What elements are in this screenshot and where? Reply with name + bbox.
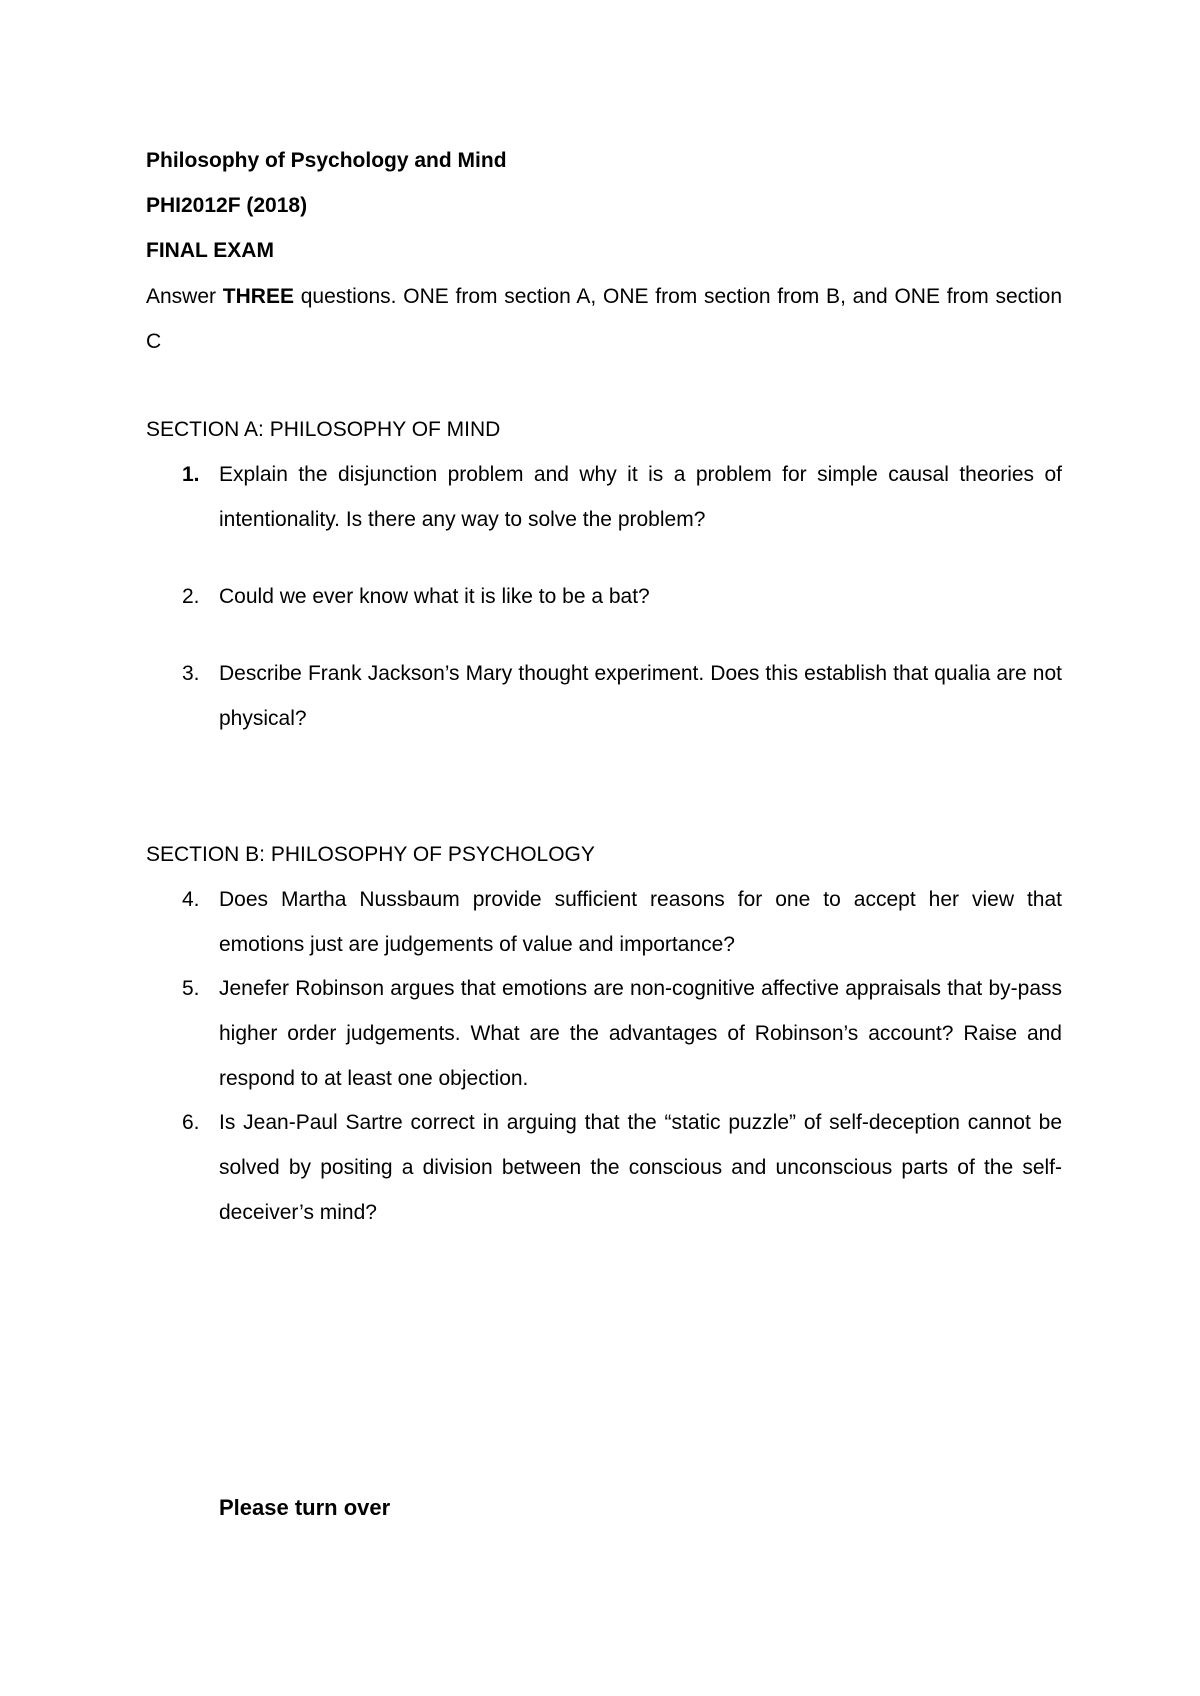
exam-type: FINAL EXAM	[146, 239, 274, 262]
question-text: Describe Frank Jackson’s Mary thought experiment. Does this establish that qualia are not physical?	[219, 662, 1062, 730]
question-number: 1.	[182, 463, 200, 486]
question-number: 3.	[182, 662, 200, 685]
question-number: 6.	[182, 1111, 200, 1134]
instructions	[146, 274, 1062, 364]
instructions-emphasis: THREE	[222, 285, 294, 308]
question-text: Is Jean-Paul Sartre correct in arguing that the “static puzzle” of self-deception cannot be solved by positing a division between the conscious and unconscious parts of the self-deceiver’s mind?	[219, 1111, 1062, 1224]
question-text: Does Martha Nussbaum provide sufficient reasons for one to accept her view that emotions just are judgements of value and importance?	[219, 888, 1062, 956]
question-text: Explain the disjunction problem and why it is a problem for simple causal theories of intentionality. Is there any way to solve the problem?	[219, 463, 1062, 531]
course-title: Philosophy of Psychology and Mind	[146, 149, 507, 172]
turn-over-note: Please turn over	[219, 1495, 391, 1520]
question-number: 4.	[182, 888, 200, 911]
question-number: 2.	[182, 585, 200, 608]
course-code: PHI2012F (2018)	[146, 194, 308, 217]
section-a-heading: SECTION A: PHILOSOPHY OF MIND	[146, 418, 501, 441]
question-text: Jenefer Robinson argues that emotions are non-cognitive affective appraisals that by-pass higher order judgements. What are the advantages of Robinson’s account? Raise and respond to at least one objection.	[219, 977, 1062, 1090]
instructions-suffix: questions. ONE from section A, ONE from section from B, and ONE from section C	[146, 285, 1063, 353]
question-text: Could we ever know what it is like to be a bat?	[219, 585, 650, 608]
section-b-heading: SECTION B: PHILOSOPHY OF PSYCHOLOGY	[146, 843, 595, 866]
instructions-prefix: Answer	[146, 285, 223, 308]
question-number: 5.	[182, 977, 200, 1000]
